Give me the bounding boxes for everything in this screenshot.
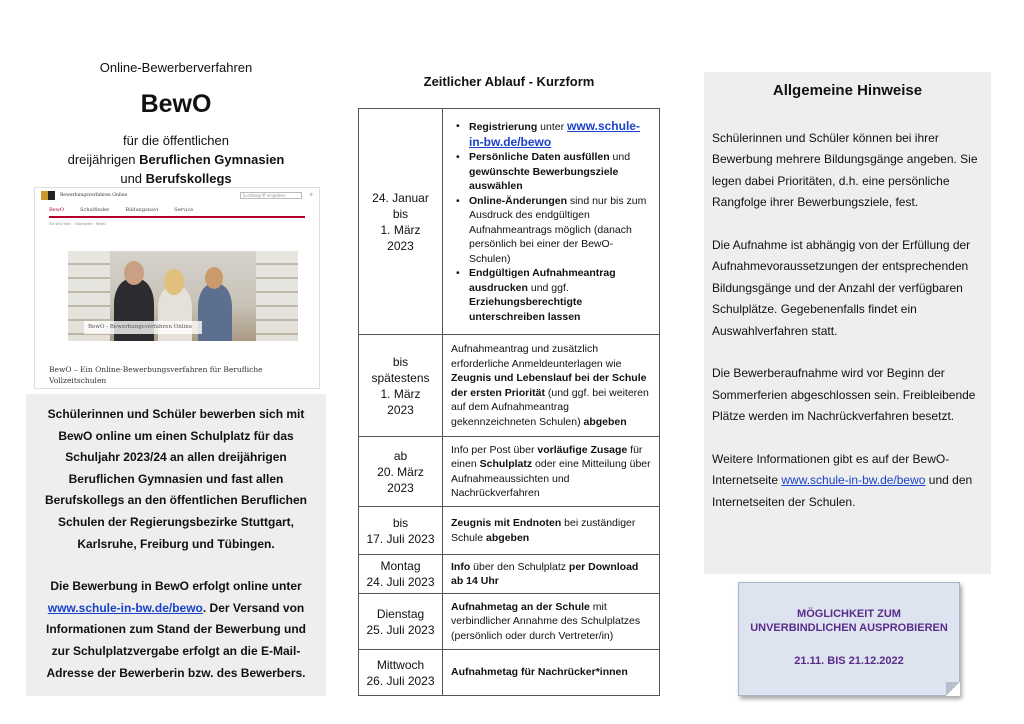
list-item bbox=[451, 266, 653, 324]
intro-block bbox=[26, 60, 326, 188]
left-column bbox=[26, 0, 326, 724]
general-notes-panel bbox=[704, 72, 991, 574]
notes-paragraph-3: Die Bewerberaufnahme wird vor Beginn der Sommerferien abgeschlossen sein. Freibleibende Plätze werden im Nachrückverfahren besetzt. bbox=[712, 366, 976, 424]
row-date bbox=[359, 555, 443, 594]
search-icon: ⌕ bbox=[309, 191, 313, 198]
screenshot-nav-bewo: BewO bbox=[49, 207, 65, 213]
date-line: ab bbox=[393, 448, 408, 463]
cell-text: bei zuständiger Schule bbox=[451, 517, 636, 544]
student-1-head bbox=[124, 261, 144, 285]
trial-note-line-1: MÖGLICHKEIT ZUM bbox=[797, 608, 901, 620]
general-notes-body bbox=[712, 128, 988, 513]
screenshot-divider bbox=[49, 216, 305, 218]
screenshot-site-title: Bewerbungsverfahren Online bbox=[60, 192, 128, 198]
table-row bbox=[359, 650, 660, 696]
trial-note-dates: 21.11. BIS 21.12.2022 bbox=[794, 655, 904, 667]
timeline-title: Zeitlicher Ablauf - Kurzform bbox=[423, 74, 595, 89]
brand-title: BewO bbox=[140, 90, 212, 118]
row-description bbox=[443, 555, 660, 594]
cell-text-bold: abgeben bbox=[583, 415, 627, 428]
subtitle-line-1: für die öffentlichen bbox=[123, 133, 229, 148]
bewo-link-right[interactable]: www.schule-in-bw.de/bewo bbox=[781, 473, 926, 488]
date-line: 2023 bbox=[387, 402, 414, 417]
screenshot-header bbox=[35, 188, 319, 202]
trial-note-line-2: UNVERBINDLICHEN AUSPROBIEREN bbox=[750, 622, 948, 634]
screenshot-nav bbox=[35, 207, 319, 213]
date-line: bis bbox=[392, 515, 409, 530]
row-description bbox=[443, 650, 660, 696]
step-text: und bbox=[609, 151, 631, 163]
table-row bbox=[359, 437, 660, 507]
subtitle-berufskollegs: Berufskollegs bbox=[145, 171, 232, 186]
row-description bbox=[443, 594, 660, 650]
timeline-table bbox=[358, 108, 660, 696]
cell-text: mit verbindlicher Annahme des Schulplatzes (persönlich oder durch Vertreter/in) bbox=[451, 600, 641, 642]
bewo-link-left[interactable]: www.schule-in-bw.de/bewo bbox=[47, 600, 203, 615]
bookshelf-right bbox=[256, 251, 298, 341]
step-text: unter bbox=[537, 121, 568, 133]
list-item bbox=[451, 194, 653, 267]
bewo-link-table[interactable]: www.schule-in-bw.de/bewo bbox=[469, 119, 640, 149]
step-text: und ggf. bbox=[527, 281, 569, 294]
date-line: 24. Januar bbox=[372, 190, 429, 205]
intro-subtitle bbox=[26, 131, 326, 188]
date-line: 20. März bbox=[377, 464, 424, 479]
notes-paragraph-4 bbox=[712, 449, 988, 513]
date-line: bis bbox=[392, 354, 409, 369]
table-row bbox=[359, 507, 660, 555]
screenshot-breadcrumb: Sie sind hier: › Startseite › BewO bbox=[49, 221, 107, 226]
students-photo bbox=[68, 251, 298, 341]
step-guardian-signature: Erziehungsberechtigte unterschreiben lassen bbox=[469, 296, 583, 323]
subtitle-gymnasien: Beruflichen Gymnasien bbox=[139, 152, 285, 167]
state-logo-icon bbox=[41, 191, 55, 200]
row-description bbox=[443, 335, 660, 437]
intro-paragraph-2-end: . Der Versand von Informationen zum Stand der Bewerbung und zur Schulplatzvergabe erfolgt an die E-Mail-Adresse der Bewerberin bzw. des Bewerbers. bbox=[45, 600, 306, 680]
cell-text: Info per Post über bbox=[451, 443, 538, 456]
notes-paragraph-4-start: Weitere Informationen gibt es auf der BewO-Internetseite bbox=[712, 452, 950, 488]
date-line: Dienstag bbox=[376, 606, 425, 621]
step-personal-data: Persönliche Daten ausfüllen bbox=[469, 151, 610, 163]
date-line: 1. März bbox=[380, 386, 421, 401]
subtitle-line-3 bbox=[26, 169, 326, 188]
date-line: 2023 bbox=[387, 238, 414, 253]
cell-text-bold: Info bbox=[451, 560, 471, 573]
row-date bbox=[359, 109, 443, 335]
cell-text-bold: Aufnahmetag an der Schule bbox=[451, 600, 590, 613]
subtitle-line-2-text: dreijährigen bbox=[67, 152, 140, 167]
table-row bbox=[359, 109, 660, 335]
student-3-head bbox=[205, 267, 223, 289]
cell-text-bold: Zeugnis mit Endnoten bbox=[451, 517, 562, 529]
cell-text-bold: Schulplatz bbox=[479, 458, 533, 470]
list-item bbox=[451, 119, 653, 150]
screenshot-nav-bildungsnavi: Bildungsnavi bbox=[125, 207, 159, 213]
date-line: Mittwoch bbox=[376, 657, 425, 672]
student-3 bbox=[198, 284, 232, 341]
step-registration: Registrierung bbox=[469, 121, 538, 133]
date-line: 2023 bbox=[387, 480, 414, 495]
row-description bbox=[443, 437, 660, 507]
cell-text-bold: per Download ab 14 Uhr bbox=[451, 560, 639, 587]
intro-paragraph-2-start: Die Bewerbung in BewO erfolgt online unter bbox=[50, 579, 302, 594]
table-row bbox=[359, 335, 660, 437]
cell-text: (und ggf. bei weiteren auf dem Aufnahmeantrag gekennzeichneten Schulen) bbox=[451, 386, 649, 428]
row-description bbox=[443, 507, 660, 555]
cell-text: über den Schulplatz bbox=[470, 560, 569, 573]
date-line: Montag bbox=[380, 559, 421, 573]
subtitle-line-2 bbox=[26, 150, 326, 169]
row-date bbox=[359, 437, 443, 507]
cell-text-bold: Aufnahmetag für Nachrücker*innen bbox=[451, 666, 628, 679]
intro-paragraph-2 bbox=[36, 576, 316, 684]
date-line: 24. Juli 2023 bbox=[366, 575, 435, 589]
notes-paragraph-4-end: und den Internetseiten der Schulen. bbox=[712, 473, 973, 509]
kicker-text: Online-Bewerberverfahren bbox=[99, 60, 253, 75]
date-line: bis bbox=[392, 206, 409, 221]
cell-text: für einen bbox=[451, 443, 643, 470]
notes-paragraph-1: Schülerinnen und Schüler können bei ihrer Bewerbung mehrere Bildungsgänge angeben. Sie legen dabei Prioritäten, d.h. eine persönliche Rangfolge ihrer Bewerbungsziele, fest. bbox=[712, 131, 978, 210]
date-line: spätestens bbox=[371, 370, 430, 385]
student-2-head bbox=[164, 269, 184, 295]
cell-text: oder eine Mitteilung über Aufnahmeaussichten und Nachrückverfahren bbox=[451, 458, 651, 499]
row-description bbox=[443, 109, 660, 335]
notes-paragraph-2: Die Aufnahme ist abhängig von der Erfüllung der Aufnahmevoraussetzungen der entsprechenden Bildungsgänge und der Anzahl der verfügbaren Schulplätze. Gegebenenfalls findet ein Auswahlverfahren statt. bbox=[712, 238, 971, 338]
intro-info-box bbox=[26, 394, 326, 696]
cell-text-bold: Zeugnis und Lebenslauf bei der Schule der ersten Priorität bbox=[451, 372, 647, 399]
photo-caption: BewO - Bewerbungsverfahren Online bbox=[84, 321, 202, 334]
screenshot-nav-service: Service bbox=[174, 207, 194, 213]
step-online-changes: Online-Änderungen bbox=[469, 194, 567, 207]
step-choose-goals: gewünschte Bewerbungsziele auswählen bbox=[469, 165, 619, 192]
registration-steps-list bbox=[451, 117, 653, 326]
table-row bbox=[359, 594, 660, 650]
screenshot-search-input: Suchbegriff eingeben bbox=[240, 192, 302, 199]
subtitle-line-3-text: und bbox=[120, 171, 146, 186]
list-item bbox=[451, 150, 653, 194]
step-text: sind nur bis zum Ausdruck des endgültigen Aufnahmeantrags möglich (danach persönlich bei einer der BewO-Schulen) bbox=[469, 194, 647, 265]
trial-period-note bbox=[738, 582, 960, 696]
date-line: 25. Juli 2023 bbox=[366, 622, 435, 637]
step-print-application: Endgültigen Aufnahmeantrag ausdrucken bbox=[469, 267, 616, 294]
row-date bbox=[359, 335, 443, 437]
date-line: 26. Juli 2023 bbox=[366, 673, 435, 688]
cell-text-bold: vorläufige Zusage bbox=[537, 443, 628, 456]
general-notes-title: Allgemeine Hinweise bbox=[772, 82, 923, 99]
date-line: 17. Juli 2023 bbox=[366, 531, 435, 546]
website-screenshot bbox=[34, 187, 320, 389]
screenshot-heading: BewO – Ein Online-Bewerbungsverfahren für Berufliche Vollzeitschulen bbox=[49, 365, 263, 385]
cell-text: Aufnahmeantrag und zusätzlich erforderliche Anmeldeunterlagen wie bbox=[451, 343, 622, 370]
row-date bbox=[359, 594, 443, 650]
cell-text-bold: abgeben bbox=[486, 531, 530, 544]
date-line: 1. März bbox=[380, 222, 421, 237]
table-row bbox=[359, 555, 660, 594]
middle-column bbox=[358, 0, 660, 724]
row-date bbox=[359, 650, 443, 696]
intro-paragraph-1: Schülerinnen und Schüler bewerben sich mit BewO online um einen Schulplatz für das Schuljahr 2023/24 an allen dreijährigen Beruflichen Gymnasien und fast allen Berufskollegs an den öffentlichen Beruflichen Schulen der Regierungsbezirke Stuttgart, Karlsruhe, Freiburg und Tübingen. bbox=[44, 407, 308, 551]
row-date bbox=[359, 507, 443, 555]
trial-note-heading bbox=[739, 607, 959, 635]
screenshot-nav-schulfinder: Schulfinder bbox=[80, 207, 110, 213]
